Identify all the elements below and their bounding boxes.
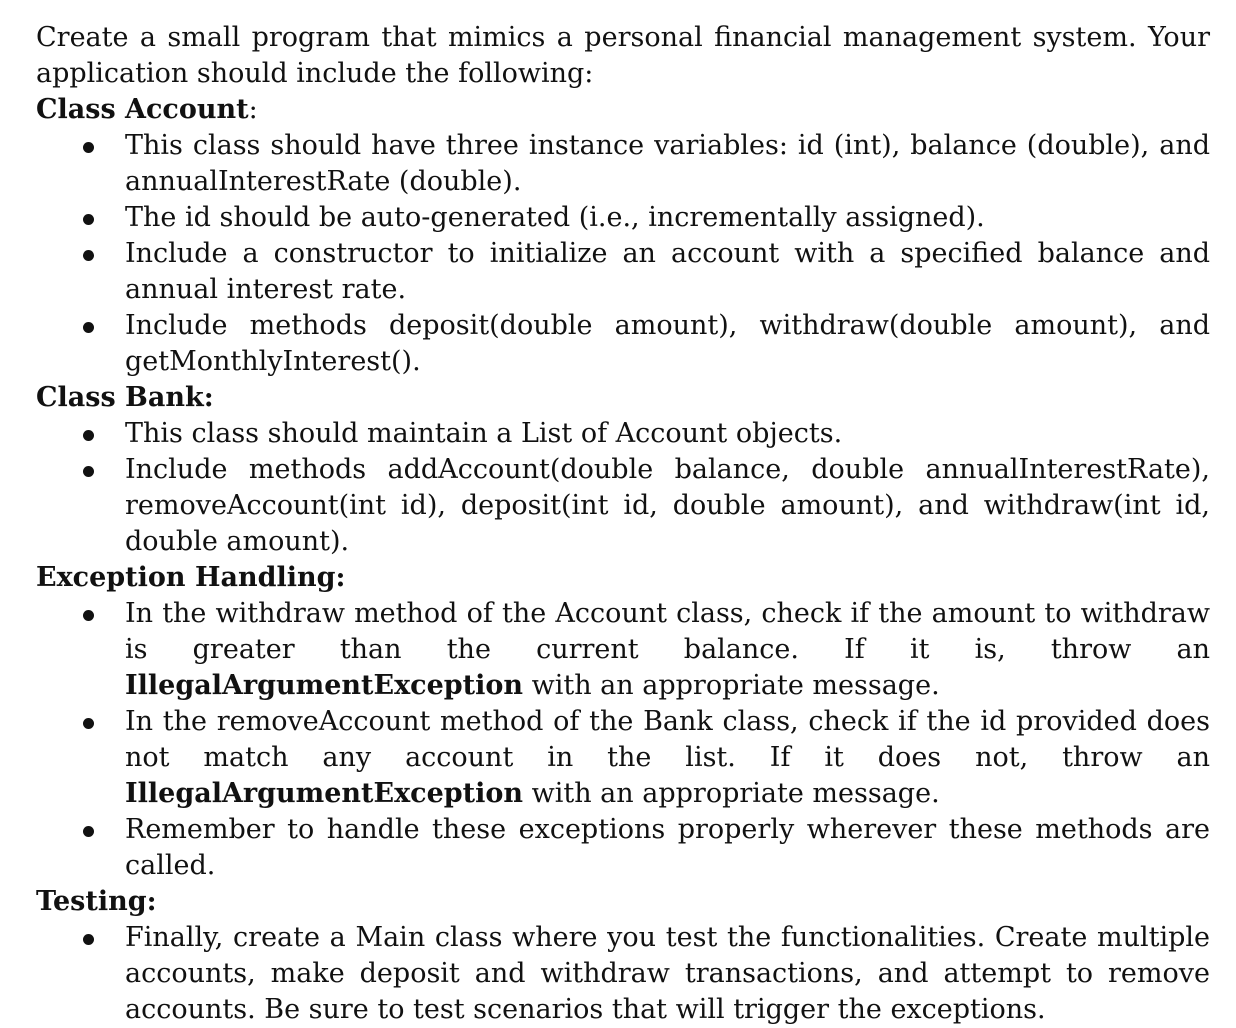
list-item: Include methods deposit(double amount), withdraw(double amount), and getMonthlyInterest(). xyxy=(36,308,1210,380)
exception-name: IllegalArgumentException xyxy=(125,778,524,809)
list-item: Finally, create a Main class where you test the functionalities. Create multiple accounts, make deposit and withdraw transactions, and attempt to remove accounts. Be sure to test scenarios that will trigger the exceptions. xyxy=(36,920,1210,1028)
heading-testing: Testing: xyxy=(36,886,157,917)
heading-class-bank: Class Bank: xyxy=(36,382,214,413)
bullet-icon xyxy=(83,250,94,261)
list-item: The id should be auto-generated (i.e., incrementally assigned). xyxy=(36,200,1210,236)
bullet-icon xyxy=(83,214,94,225)
list-item: In the removeAccount method of the Bank class, check if the id provided does not match any account in the list. If it does not, throw an IllegalArgumentException with an appropriate message. xyxy=(36,704,1210,812)
class-account-list xyxy=(36,128,1210,380)
list-item: Remember to handle these exceptions properly wherever these methods are called. xyxy=(36,812,1210,884)
bullet-icon xyxy=(83,466,94,477)
list-item: In the withdraw method of the Account class, check if the amount to withdraw is greater than the current balance. If it is, throw an IllegalArgumentException with an appropriate message. xyxy=(36,596,1210,704)
bullet-icon xyxy=(83,718,94,729)
list-item: Include a constructor to initialize an account with a specified balance and annual interest rate. xyxy=(36,236,1210,308)
testing-list xyxy=(36,920,1210,1028)
intro-paragraph: Create a small program that mimics a personal financial management system. Your application should include the following: xyxy=(36,22,1210,89)
class-bank-list xyxy=(36,416,1210,560)
list-item: This class should maintain a List of Account objects. xyxy=(36,416,1210,452)
heading-class-account: Class Account: xyxy=(36,94,258,125)
exception-name: IllegalArgumentException xyxy=(125,670,524,701)
bullet-icon xyxy=(83,430,94,441)
bullet-icon xyxy=(83,322,94,333)
exception-handling-list xyxy=(36,596,1210,884)
list-item: This class should have three instance variables: id (int), balance (double), and annualInterestRate (double). xyxy=(36,128,1210,200)
bullet-icon xyxy=(83,142,94,153)
bullet-icon xyxy=(83,934,94,945)
heading-exception-handling: Exception Handling: xyxy=(36,562,346,593)
bullet-icon xyxy=(83,826,94,837)
list-item: Include methods addAccount(double balance, double annualInterestRate), removeAccount(int id), deposit(int id, double amount), and withdraw(int id, double amount). xyxy=(36,452,1210,560)
bullet-icon xyxy=(83,610,94,621)
